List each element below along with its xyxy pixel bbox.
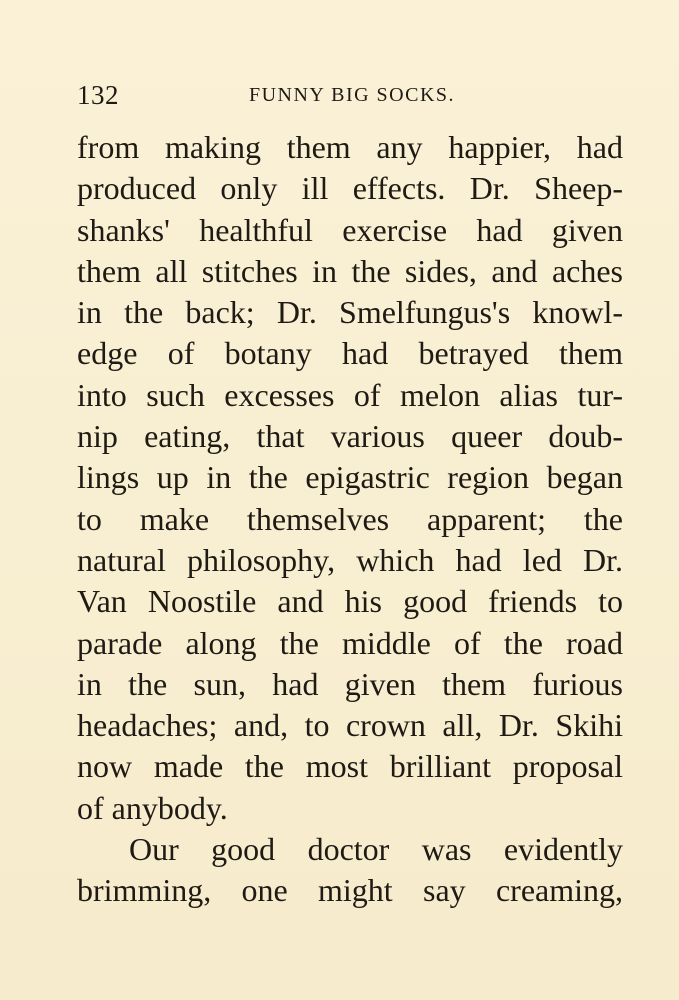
text-line: into such excesses of melon alias tur-	[77, 376, 623, 413]
text-line: to make themselves apparent; the	[77, 500, 623, 537]
text-line: headaches; and, to crown all, Dr. Skihi	[77, 707, 623, 744]
text-line: in the sun, had given them furious	[77, 665, 623, 702]
text-line: now made the most brilliant proposal	[77, 748, 623, 785]
running-title: FUNNY BIG SOCKS.	[248, 84, 456, 106]
text-line: parade along the middle of the road	[77, 624, 623, 661]
text-line: Van Noostile and his good friends to	[77, 583, 623, 620]
paragraph-start-line: Our good doctor was evidently	[129, 831, 623, 868]
text-line: in the back; Dr. Smelfungus's knowl-	[77, 294, 623, 331]
paragraph-end-line: of anybody.	[77, 789, 228, 826]
text-line: brimming, one might say creaming,	[77, 872, 623, 909]
text-line: produced only ill effects. Dr. Sheep-	[77, 170, 623, 207]
text-line: natural philosophy, which had led Dr.	[77, 541, 623, 578]
text-line: shanks' healthful exercise had given	[77, 211, 623, 248]
text-line: lings up in the epigastric region began	[77, 459, 623, 496]
text-line: them all stitches in the sides, and aches	[77, 252, 623, 289]
text-line: from making them any happier, had	[77, 129, 623, 165]
running-head	[77, 80, 623, 110]
text-line: nip eating, that various queer doub-	[77, 418, 623, 455]
page-number: 132	[77, 80, 119, 110]
body-text	[77, 127, 623, 912]
text-line: edge of botany had betrayed them	[77, 335, 623, 372]
